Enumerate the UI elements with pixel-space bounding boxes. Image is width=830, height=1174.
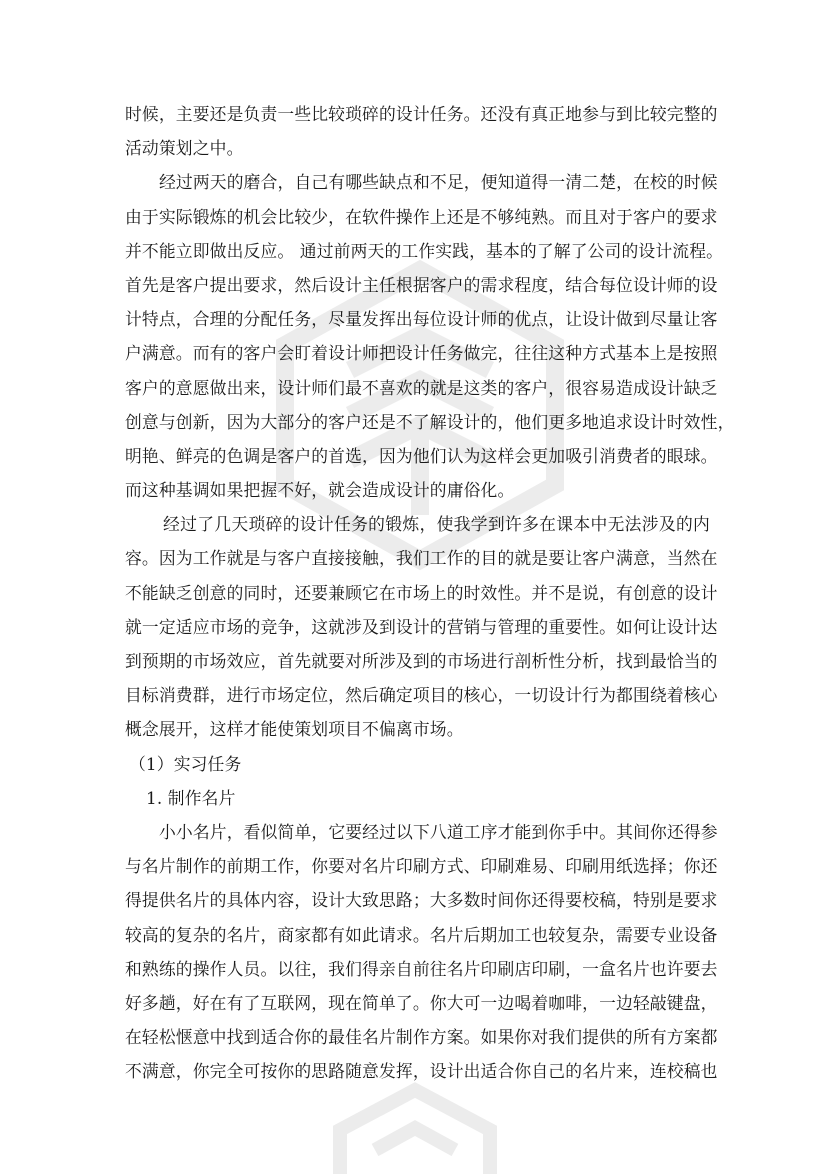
text-line: 和熟练的操作人员。以往，我们得亲自前往名片印刷店印刷，一盒名片也许要去: [125, 958, 718, 979]
text-line: 到预期的市场效应，首先就要对所涉及到的市场进行剖析性分析，找到最恰当的: [125, 651, 718, 671]
text-line: 概念展开，这样才能使策划项目不偏离市场。: [125, 719, 464, 740]
text-line: 就一定适应市场的竞争，这就涉及到设计的营销与管理的重要性。如何让设计达: [125, 616, 718, 637]
document-body: [125, 97, 735, 1088]
text-line: 活动策划之中。: [125, 138, 244, 159]
text-line: 时候，主要还是负责一些比较琐碎的设计任务。还没有真正地参与到比较完整的: [125, 104, 718, 124]
text-line: 较高的复杂的名片，商家都有如此请求。名片后期加工也较复杂，需要专业设备: [125, 924, 718, 945]
text-line: 计特点，合理的分配任务，尽量发挥出每位设计师的优点，让设计做到尽量让客: [125, 309, 718, 330]
text-line: 由于实际锻炼的机会比较少，在软件操作上还是不够纯熟。而且对于客户的要求: [125, 206, 718, 227]
text-line: 客户的意愿做出来，设计师们最不喜欢的就是这类的客户，很容易造成设计缺乏: [125, 377, 718, 398]
text-line: 不能缺乏创意的同时，还要兼顾它在市场上的时效性。并不是说，有创意的设计: [125, 582, 718, 603]
paragraph-start: 经过两天的磨合，自己有哪些缺点和不足，便知道得一清二楚，在校的时候: [159, 172, 718, 193]
text-line: 容。因为工作就是与客户直接接触，我们工作的目的就是要让客户满意，当然在: [125, 548, 718, 569]
paragraph-start: 小小名片，看似简单，它要经过以下八道工序才能到你手中。其间你还得参: [159, 821, 718, 842]
text-line: 目标消费群，进行市场定位，然后确定项目的核心，一切设计行为都围绕着核心: [125, 685, 718, 706]
paragraph-start: 经过了几天琐碎的设计任务的锻炼，使我学到许多在课本中无法涉及的内: [163, 514, 710, 535]
text-line: 在轻松惬意中找到适合你的最佳名片制作方案。如果你对我们提供的所有方案都: [125, 1027, 718, 1048]
text-line: 创意与创新，因为大部分的客户还是不了解设计的，他们更多地追求设计时效性，: [125, 411, 735, 432]
text-line: 得提供名片的具体内容，设计大致思路；大多数时间你还得要校稿，特别是要求: [125, 890, 718, 911]
watermark-logo-icon: [330, 1080, 500, 1174]
text-line: 好多趟，好在有了互联网，现在简单了。你大可一边喝着咖啡，一边轻敲键盘，: [125, 992, 718, 1013]
text-line: 明艳、鲜亮的色调是客户的首选，因为他们认为这样会更加吸引消费者的眼球。: [125, 445, 718, 466]
text-line: 户满意。而有的客户会盯着设计师把设计任务做完，往往这种方式基本上是按照: [125, 343, 718, 364]
subsection-heading: 1. 制作名片: [146, 787, 236, 808]
text-line: 而这种基调如果把握不好，就会造成设计的庸俗化。: [125, 480, 515, 501]
text-line: 首先是客户提出要求，然后设计主任根据客户的需求程度，结合每位设计师的设: [125, 274, 718, 295]
text-line: 不满意，你完全可按你的思路随意发挥，设计出适合你自己的名片来，连校稿也: [125, 1061, 718, 1082]
text-line: 并不能立即做出反应。 通过前两天的工作实践，基本的了解了公司的设计流程。: [125, 240, 724, 261]
text-line: 与名片制作的前期工作，你要对名片印刷方式、印刷难易、印刷用纸选择；你还: [125, 856, 718, 877]
section-heading: （1）实习任务: [129, 753, 242, 774]
